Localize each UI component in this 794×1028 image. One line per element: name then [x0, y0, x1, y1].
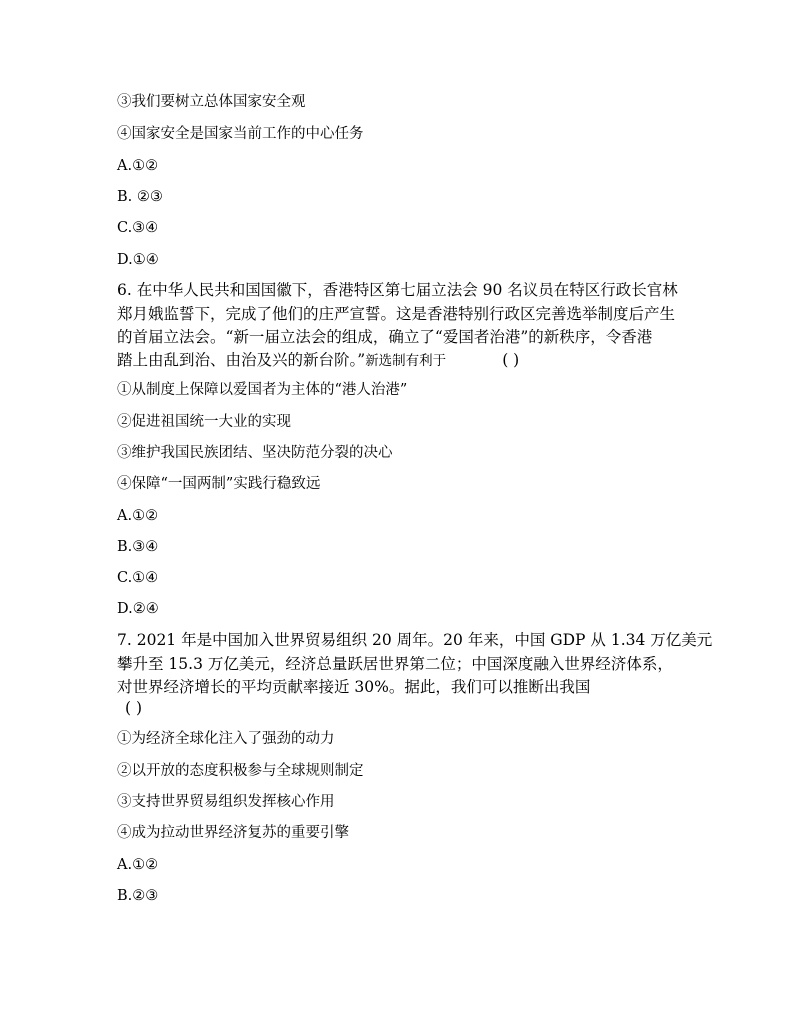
q5-option-3: ③我们要树立总体国家安全观	[117, 94, 306, 110]
q5-choice-a: A.①②	[117, 158, 159, 174]
q7-choice-b: B.②③	[117, 888, 159, 904]
q6-stem-line-4	[117, 350, 519, 372]
q5-choice-d: D.①④	[117, 252, 159, 268]
q6-stem-line-4-text: 踏上由乱到治、由治及兴的新台阶。”	[117, 351, 366, 369]
q6-option-4: ④保障“一国两制”实践行稳致远	[117, 476, 321, 492]
q5-choice-b: B. ②③	[117, 189, 163, 205]
q6-stem-line-3: 的首届立法会。“新一届立法会的组成，确立了“爱国者治港”的新秩序，令香港	[117, 328, 653, 346]
q5-choice-c: C.③④	[117, 220, 159, 236]
q7-option-3: ③支持世界贸易组织发挥核心作用	[117, 794, 335, 810]
q7-choice-a: A.①②	[117, 857, 159, 873]
q6-choice-c: C.①④	[117, 570, 159, 586]
q6-answer-paren: ( )	[502, 351, 520, 369]
q6-choice-a: A.①②	[117, 508, 159, 524]
q5-option-4: ④国家安全是国家当前工作的中心任务	[117, 126, 364, 142]
q6-choice-d: D.②④	[117, 601, 159, 617]
q7-stem-line-2: 攀升至 15.3 万亿美元，经济总量跃居世界第二位；中国深度融入世界经济体系，	[117, 655, 673, 673]
q6-stem-tail: 新选制有利于	[365, 353, 447, 369]
q7-paren-line	[117, 698, 142, 719]
q7-option-4: ④成为拉动世界经济复苏的重要引擎	[117, 825, 349, 841]
q6-option-2: ②促进祖国统一大业的实现	[117, 414, 291, 430]
q6-option-3: ③维护我国民族团结、坚决防范分裂的决心	[117, 445, 393, 461]
q6-option-1: ①从制度上保障以爱国者为主体的“港人治港”	[117, 382, 408, 398]
q6-stem-line-2: 郑月娥监誓下，完成了他们的庄严宣誓。这是香港特别行政区完善选举制度后产生	[117, 305, 676, 323]
q7-option-1: ①为经济全球化注入了强劲的动力	[117, 731, 335, 747]
q6-stem-line-1: 6. 在中华人民共和国国徽下，香港特区第七届立法会 90 名议员在特区行政长官林	[117, 281, 678, 299]
q7-option-2: ②以开放的态度积极参与全球规则制定	[117, 763, 364, 779]
q7-stem-line-3: 对世界经济增长的平均贡献率接近 30%。据此，我们可以推断出我国	[117, 678, 591, 696]
q7-stem-line-1: 7. 2021 年是中国加入世界贸易组织 20 周年。20 年来，中国 GDP 从 1.34 万亿美元	[117, 631, 713, 649]
q7-answer-paren: ( )	[125, 699, 143, 717]
q6-choice-b: B.③④	[117, 539, 159, 555]
